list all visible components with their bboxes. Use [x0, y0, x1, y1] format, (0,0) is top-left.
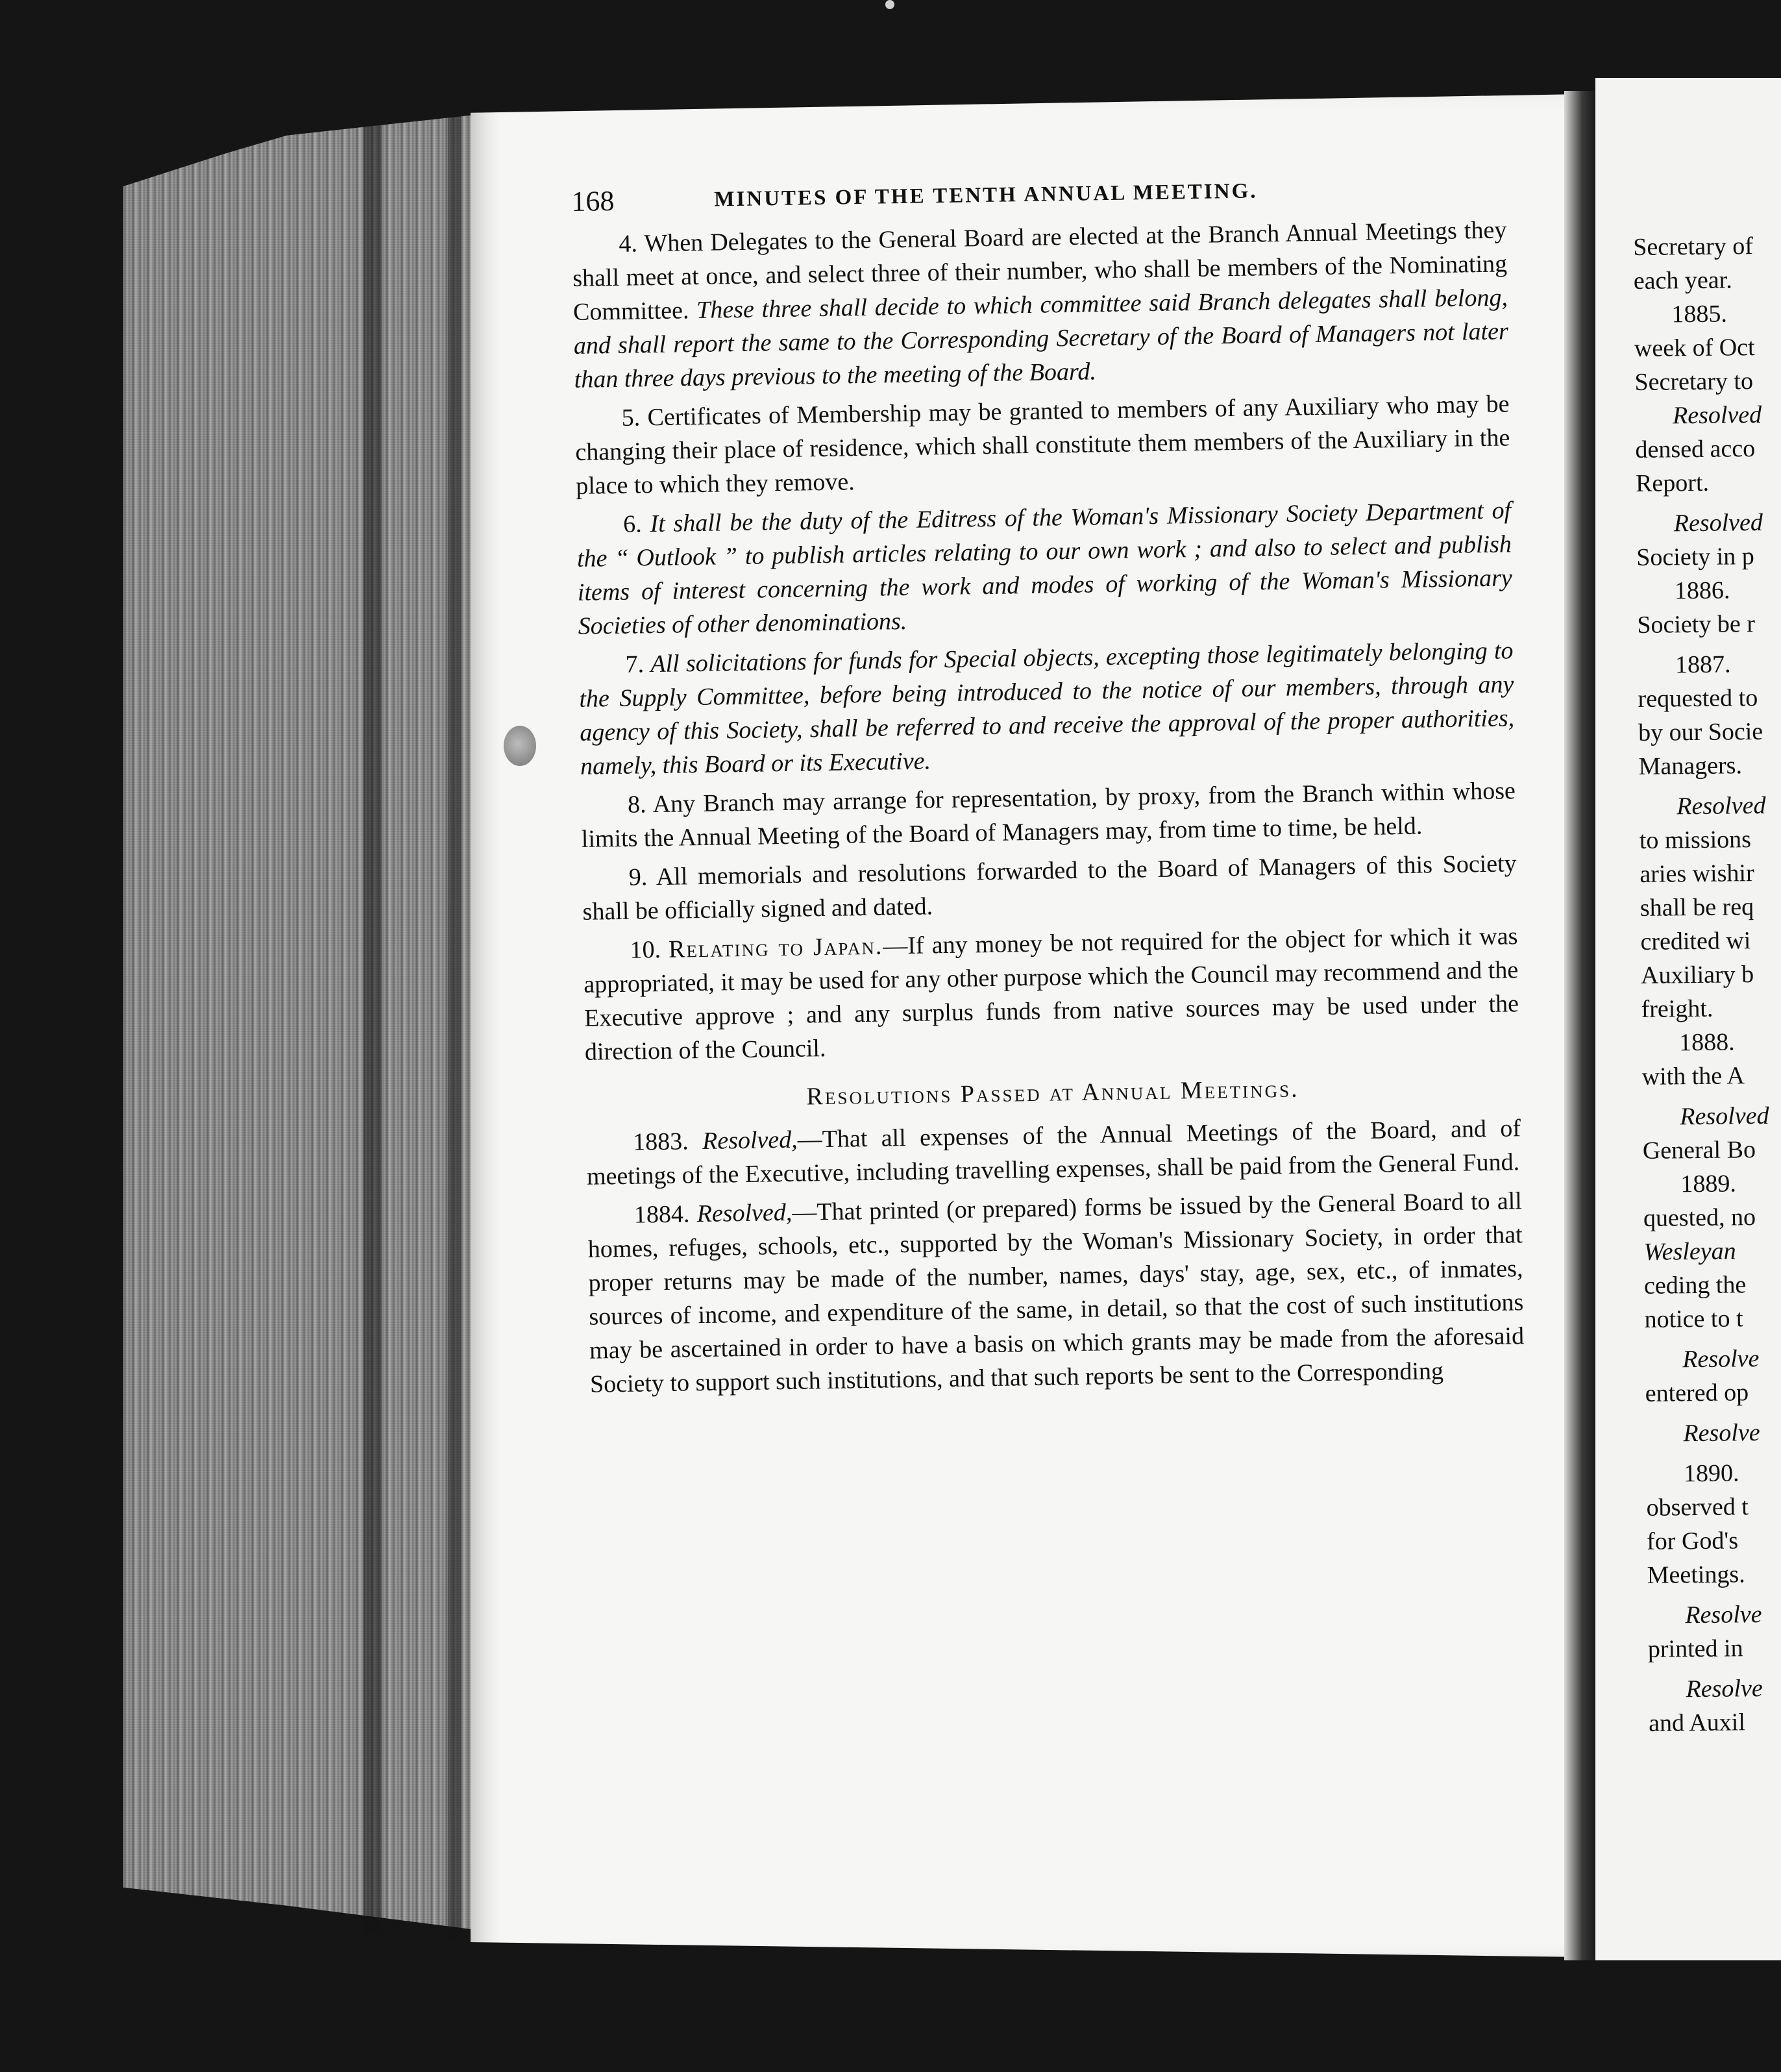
facing-page-text — [1633, 229, 1781, 1740]
resolution-label: Resolved, — [702, 1126, 798, 1155]
facing-page-line: quested, no — [1643, 1203, 1756, 1232]
facing-page-line: General Bo — [1642, 1136, 1756, 1165]
rule-6-number: 6. — [622, 510, 643, 538]
facing-page-line: shall be req — [1640, 893, 1754, 922]
facing-page-line: Managers. — [1638, 752, 1743, 780]
edge-shadow-band — [363, 123, 382, 1934]
facing-page-line: week of Oct — [1634, 334, 1755, 362]
facing-page-line: and Auxil — [1648, 1708, 1746, 1737]
rule-9 — [582, 846, 1517, 929]
facing-page-line: Resolve — [1685, 1601, 1762, 1629]
facing-page-line: Meetings. — [1647, 1560, 1745, 1589]
facing-page-line: 1889. — [1680, 1170, 1737, 1198]
facing-page-line: 1890. — [1683, 1459, 1739, 1488]
rule-7-number: 7. — [625, 650, 645, 678]
resolution-year: 1883. — [632, 1128, 689, 1156]
facing-page-line: credited wi — [1640, 927, 1751, 956]
resolution-text: —That printed (or prepared) forms be issued by the General Board to all homes, refuges, schools, etc., supported by the Woman's Missionary Society, in order that proper returns may be made of the number, names, days' stay, age, sex, etc., of inmates, sources of income, and expenditure of the same, in detail, so that the cost of such institutions may be ascertained in order to have a basis on which grants may be made from the aforesaid Society to support such institutions, and that such reports be sent to the Corresponding — [587, 1187, 1525, 1398]
facing-page-line: Resolved — [1673, 508, 1763, 537]
rule-10-text: —If any money be not required for the object for which it was appropriated, it may be used for any other purpose which the Council may recommend and the Executive approve ; and any surplus funds from native sources may be used under the direction of the Council. — [583, 922, 1519, 1066]
facing-page-line: requested to — [1638, 684, 1758, 713]
rule-10-number: 10. — [630, 935, 661, 964]
book-page-edges — [123, 114, 487, 1931]
facing-page-line: printed in — [1647, 1634, 1743, 1663]
facing-page-line: Resolve — [1686, 1675, 1763, 1703]
rule-5-text: 5. Certificates of Membership may be granted to members of any Auxiliary who may be changing their place of residence, which shall constitute them members of the Auxiliary in the place to which they remove. — [575, 390, 1510, 500]
resolution-text: —That all expenses of the Annual Meetings of the Board, and of meetings of the Executive, including travelling expenses, shall be paid from the General Fund. — [586, 1115, 1521, 1190]
rule-6 — [576, 493, 1513, 643]
rule-9-text: 9. All memorials and resolutions forwarded to the Board of Managers of this Society shall be officially signed and dated. — [582, 850, 1517, 926]
rule-7 — [578, 634, 1515, 783]
rule-5 — [574, 387, 1510, 503]
facing-page-line: Secretary to — [1634, 367, 1754, 396]
facing-page-line: aries wishir — [1640, 859, 1754, 888]
facing-page-line: 1887. — [1675, 650, 1731, 679]
facing-page-line: for God's — [1646, 1527, 1739, 1555]
facing-page-line: to missions — [1639, 826, 1752, 854]
resolution-1884 — [587, 1184, 1525, 1401]
facing-page-line: observed t — [1646, 1493, 1749, 1522]
facing-page-line: 1886. — [1674, 576, 1730, 605]
rule-8-text: 8. Any Branch may arrange for representation, by proxy, from the Branch within whose limits the Annual Meeting of the Board of Managers may, from time to time, be held. — [581, 777, 1516, 853]
book-gutter — [1564, 91, 1597, 1960]
facing-page-line: Society be r — [1637, 610, 1756, 639]
facing-page-line: Report. — [1635, 469, 1710, 497]
facing-page-line: each year. — [1633, 266, 1732, 295]
rule-4 — [572, 213, 1509, 397]
facing-page-line: by our Socie — [1638, 717, 1763, 746]
page-number: 168 — [571, 184, 615, 217]
rule-4-italic: These three shall decide to which committee said Branch delegates shall belong, and shall report the same to the Corresponding Secretary of the Board of Managers not later than three days previous to the meeting of the Board. — [573, 284, 1509, 393]
paper-hole — [504, 726, 536, 766]
dust-speck — [885, 0, 894, 9]
running-title: MINUTES OF THE TENTH ANNUAL MEETING. — [714, 179, 1258, 212]
rule-10-heading: Relating to Japan. — [668, 932, 883, 963]
facing-page-line: Resolved — [1680, 1102, 1769, 1131]
resolution-label: Resolved, — [696, 1198, 792, 1228]
rule-7-italic: All solicitations for funds for Special objects, excepting those legitimately belonging to the Supply Committee, before being introduced to the notice of our members, through any agency of this Society, shall be referred to and receive the approval of the proper authorities, namely, this Board or its Executive. — [579, 637, 1515, 780]
facing-page-line: Resolved — [1677, 791, 1766, 820]
facing-page-line: Secretary of — [1633, 232, 1754, 261]
facing-page-line: Auxiliary b — [1640, 961, 1754, 989]
facing-page-line: 1888. — [1678, 1028, 1735, 1057]
page-content — [571, 170, 1525, 1406]
facing-page-line: entered op — [1645, 1379, 1749, 1407]
facing-page-line: Resolve — [1682, 1345, 1760, 1374]
facing-page-line: Resolve — [1683, 1419, 1760, 1448]
facing-page-line: with the A — [1641, 1062, 1745, 1091]
resolution-year: 1884. — [633, 1200, 690, 1229]
facing-page-line: freight. — [1641, 994, 1713, 1023]
rule-6-italic: It shall be the duty of the Editress of the Woman's Missionary Society Department of the “ Outlook ” to publish articles relating to our own work ; and also to select and publish items of interest concerning the work and modes of working of the Woman's Missionary Societies of other denominations. — [576, 497, 1513, 640]
facing-page-line: 1885. — [1671, 300, 1728, 328]
rule-8 — [581, 774, 1516, 856]
resolution-1883 — [586, 1111, 1521, 1194]
facing-page-line: Society in p — [1636, 543, 1755, 571]
facing-page-line: Wesleyan — [1643, 1237, 1736, 1266]
facing-page-line: ceding the — [1643, 1271, 1747, 1300]
rule-10 — [583, 919, 1519, 1069]
facing-page-line: Resolved — [1672, 401, 1762, 430]
edge-shadow-band — [448, 114, 461, 1938]
resolutions-heading: Resolutions Passed at Annual Meetings. — [806, 1075, 1299, 1111]
facing-page-line: notice to t — [1644, 1305, 1743, 1333]
facing-page-line: densed acco — [1635, 435, 1756, 463]
rule-4-text: 4. When Delegates to the General Board are elected at the Branch Annual Meetings they shall meet at once, and select three of their number, who shall be members of the Nominating Committee. — [572, 216, 1508, 326]
